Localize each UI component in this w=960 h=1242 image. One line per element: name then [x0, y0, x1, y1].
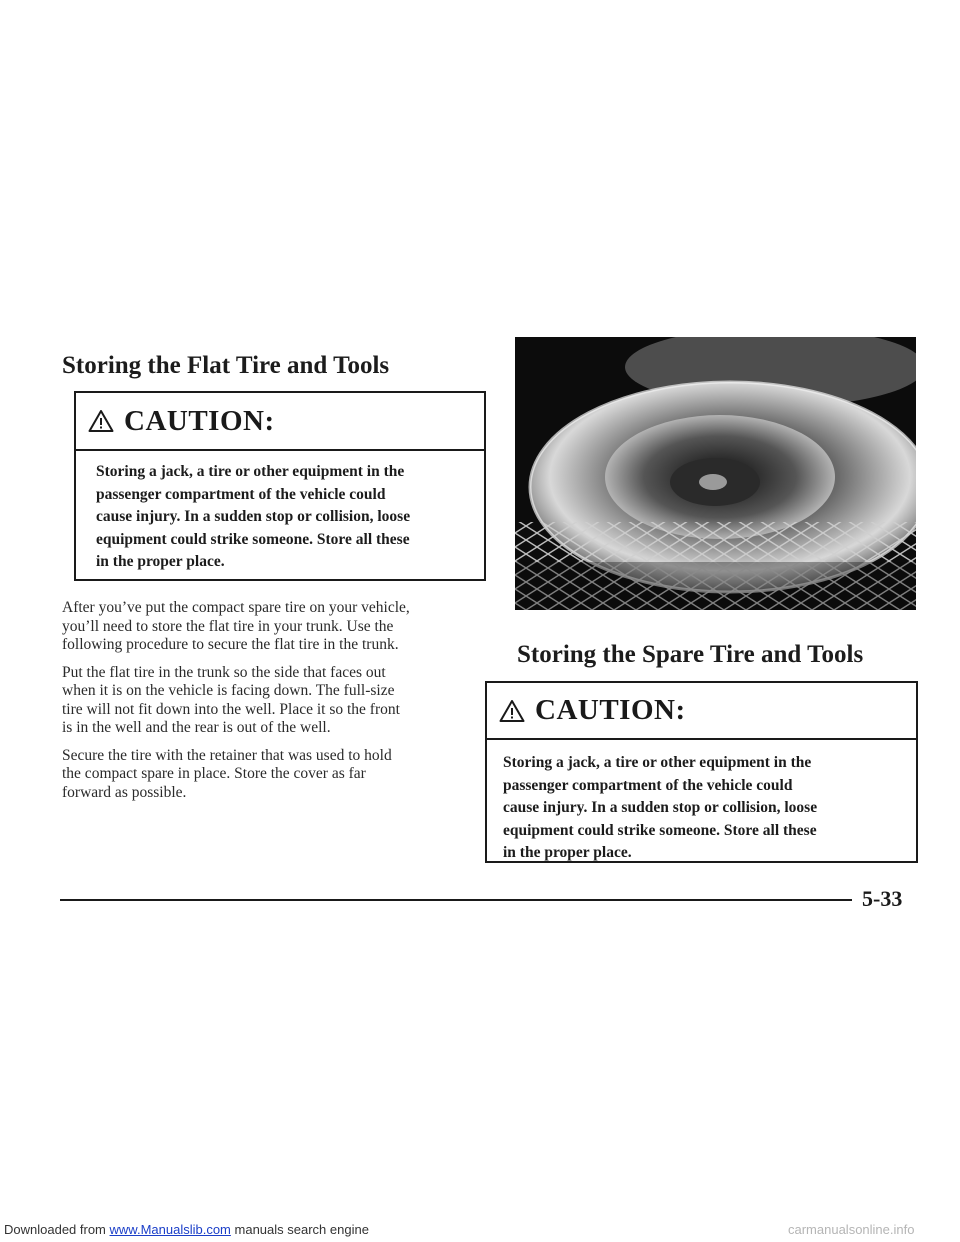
text-line: is in the well and the rear is out of the well. [62, 719, 331, 736]
caution-title: CAUTION: [535, 694, 686, 726]
text-line: forward as possible. [62, 783, 187, 801]
text-line: following procedure to secure the flat tire in the trunk. [62, 636, 399, 653]
watermark: carmanualsonline.info [788, 1222, 915, 1237]
footer-rule [60, 899, 852, 901]
body-paragraphs [62, 599, 492, 802]
text-line: After you’ve put the compact spare tire on your vehicle, [62, 599, 410, 616]
caution-line: in the proper place. [96, 553, 225, 570]
text-line: the compact spare in place. Store the cover as far [62, 765, 366, 782]
caution-line: equipment could strike someone. Store all these [96, 530, 410, 548]
caution-line: cause injury. In a sudden stop or collision, loose [503, 799, 818, 816]
caution-line: Storing a jack, a tire or other equipment in the [503, 754, 812, 771]
download-source-line [4, 1222, 369, 1237]
caution-box-spare-tire [485, 681, 918, 863]
paragraph-after-spare [62, 599, 492, 655]
caution-header [487, 683, 916, 740]
text-line: Secure the tire with the retainer that was used to hold [62, 746, 392, 764]
download-suffix: manuals search engine [234, 1222, 369, 1237]
caution-line: Storing a jack, a tire or other equipment in the [96, 463, 405, 480]
caution-box-flat-tire [74, 391, 486, 581]
caution-text [76, 451, 484, 574]
paragraph-put-flat-tire [62, 664, 492, 738]
paragraph-secure-tire [62, 747, 492, 803]
section-heading-spare-tire: Storing the Spare Tire and Tools [517, 641, 864, 668]
download-prefix: Downloaded from [4, 1222, 106, 1237]
warning-triangle-icon [499, 699, 525, 723]
page-number: 5-33 [862, 886, 903, 911]
caution-line: cause injury. In a sudden stop or collision, loose [96, 508, 411, 525]
caution-title: CAUTION: [124, 404, 275, 437]
section-heading-flat-tire: Storing the Flat Tire and Tools [62, 352, 390, 379]
manualslib-link[interactable]: www.Manualslib.com [109, 1222, 231, 1237]
spare-tire-in-trunk-photo [515, 337, 916, 610]
caution-text [487, 740, 916, 865]
text-line: when it is on the vehicle is facing down. The full-size [62, 682, 395, 699]
tire-illustration [515, 337, 916, 610]
caution-header [76, 393, 484, 451]
text-line: Put the flat tire in the trunk so the side that faces out [62, 663, 386, 681]
caution-line: equipment could strike someone. Store all these [503, 821, 817, 839]
caution-line: passenger compartment of the vehicle could [96, 485, 386, 503]
caution-line: in the proper place. [503, 844, 632, 861]
text-line: you’ll need to store the flat tire in your trunk. Use the [62, 617, 394, 635]
warning-triangle-icon [88, 409, 114, 433]
caution-line: passenger compartment of the vehicle could [503, 776, 793, 794]
text-line: tire will not fit down into the well. Place it so the front [62, 700, 400, 718]
